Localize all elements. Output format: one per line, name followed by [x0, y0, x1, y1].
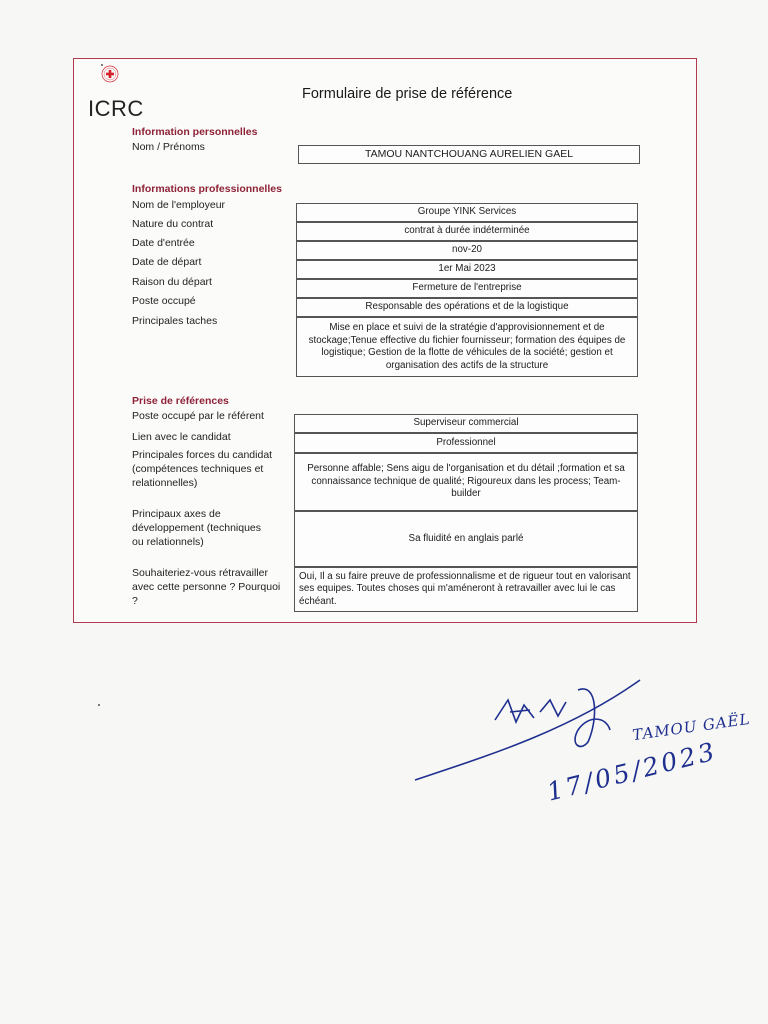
end-date-label: Date de départ [132, 256, 202, 268]
position-label: Poste occupé [132, 295, 196, 307]
development-value: Sa fluidité en anglais parlé [294, 511, 638, 567]
name-value: TAMOU NANTCHOUANG AURELIEN GAEL [298, 145, 640, 164]
signature-date: 17/05/2023 [544, 736, 721, 807]
name-label: Nom / Prénoms [132, 141, 205, 153]
strengths-label: Principales forces du candidat (compétences techniques et relationnelles) [132, 449, 273, 489]
document-title: Formulaire de prise de référence [302, 86, 513, 102]
relationship-value: Professionnel [294, 433, 638, 453]
section-personal-heading: Information personnelles [132, 126, 258, 138]
rehire-label: Souhaiteriez-vous rétravailler avec cette personne ? Pourquoi ? [132, 567, 281, 607]
departure-reason-value: Fermeture de l'entreprise [296, 279, 638, 298]
section-professional-heading: Informations professionnelles [132, 183, 282, 195]
contract-label: Nature du contrat [132, 218, 214, 230]
end-date-value: 1er Mai 2023 [296, 260, 638, 279]
start-date-label: Date d'entrée [132, 237, 195, 249]
departure-reason-label: Raison du départ [132, 276, 212, 288]
scan-speck [98, 704, 100, 706]
referee-position-value: Superviseur commercial [294, 414, 638, 433]
start-date-value: nov-20 [296, 241, 638, 260]
scan-speck [101, 64, 103, 66]
referee-position-label: Poste occupé par le référent [132, 410, 264, 422]
main-tasks-value: Mise en place et suivi de la stratégie d'approvisionnement et de stockage;Tenue effective du fichier fournisseur; formation des équipes de logistique; Gestion de la flotte de véhicules de la société; gestion et organisation des actifs de la structure [296, 317, 638, 377]
employer-label: Nom de l'employeur [132, 199, 226, 211]
logo-name: ICRC [88, 96, 144, 121]
strengths-value: Personne affable; Sens aigu de l'organisation et du détail ;formation et sa connaissance technique de qualité; Rigoureux dans les process; Team-builder [294, 453, 638, 511]
section-references-heading: Prise de références [132, 395, 229, 407]
relationship-label: Lien avec le candidat [132, 431, 231, 443]
development-label: Principaux axes de développement (techniques ou relationnels) [132, 508, 262, 548]
employer-value: Groupe YINK Services [296, 203, 638, 222]
main-tasks-label: Principales taches [132, 315, 218, 327]
contract-value: contrat à durée indéterminée [296, 222, 638, 241]
position-value: Responsable des opérations et de la logistique [296, 298, 638, 317]
rehire-value: Oui, Il a su faire preuve de professionnalisme et de rigueur tout en valorisant ses equipes. Toutes choses qui m'améneront à retravailler avec lui le cas échéant. [294, 567, 638, 612]
signature-name: TAMOU GAËL [631, 709, 752, 745]
